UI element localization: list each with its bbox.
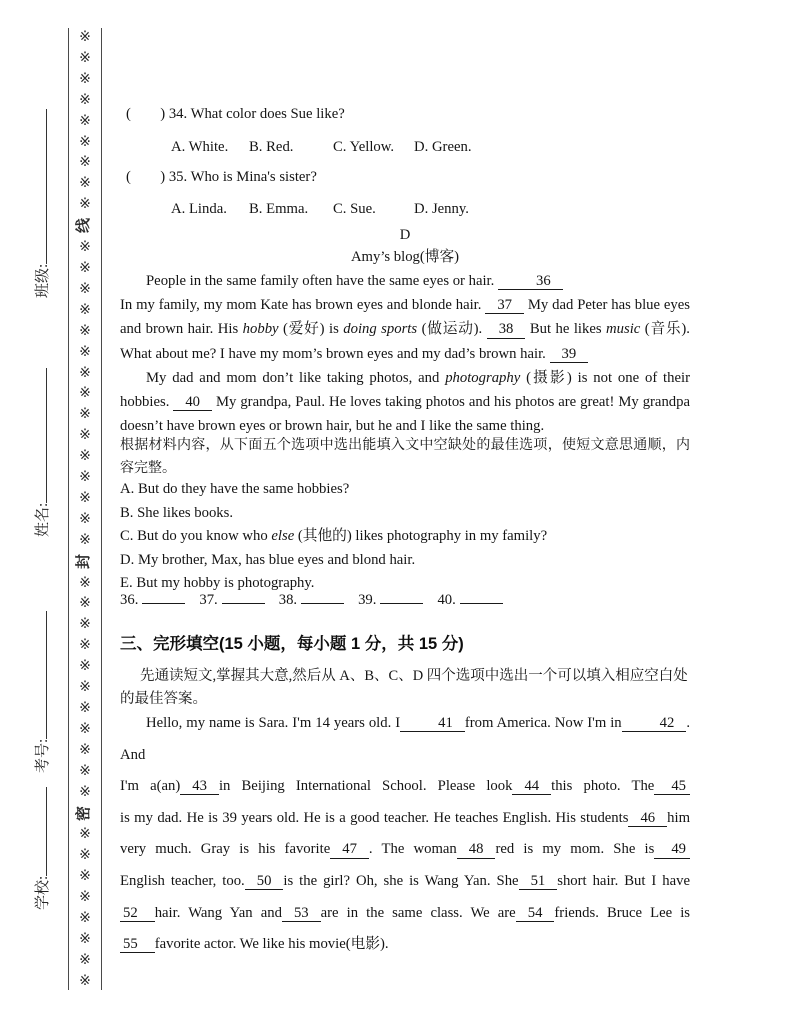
text-run: is my dad. He is 39 years old. He is a good teacher. He teaches English. His students (120, 809, 629, 826)
answer-item-36 (120, 588, 185, 609)
paragraph-line (120, 269, 690, 293)
strip-symbol: ※ (79, 679, 91, 696)
blank-38: 38 (487, 321, 526, 338)
text-run: in Beijing International School. Please look (218, 778, 513, 795)
strip-symbol: ※ (79, 112, 91, 129)
text-run: English teacher, too. (120, 872, 245, 889)
choice-b (120, 502, 690, 526)
answers-row (120, 588, 690, 609)
side-field-class (31, 109, 52, 298)
choice-c (120, 525, 690, 549)
exam-number-blank (33, 611, 47, 739)
side-field-exam-number (31, 611, 52, 773)
cloze-line (120, 898, 690, 930)
cloze-line (120, 708, 690, 771)
text-run: E. But my hobby is photography. (120, 575, 315, 592)
blank-44: 44 (512, 778, 551, 795)
passage-label: D (399, 227, 411, 243)
option-35-b: B. Emma. (249, 201, 309, 217)
strip-symbol: ※ (79, 133, 91, 150)
blank-46: 46 (628, 810, 667, 827)
class-label: 班级: (35, 263, 51, 298)
seal-char-封: 封 (76, 553, 93, 569)
blank-49: 49 (654, 841, 690, 858)
blank-54: 54 (516, 905, 555, 922)
note-line: 容完整。 (120, 461, 176, 477)
answer-blank-38 (301, 588, 344, 604)
question-34-options (120, 136, 741, 158)
side-field-school (31, 787, 52, 910)
text-run: In my family, my mom Kate has brown eyes and blonde hair. (120, 297, 486, 314)
text-run: . And (120, 715, 690, 763)
strip-symbol: ※ (79, 574, 91, 591)
strip-symbol: ※ (79, 469, 91, 486)
class-blank (33, 109, 47, 264)
italic-run: doing sports (343, 321, 418, 338)
school-blank (33, 787, 47, 876)
blank-53: 53 (282, 905, 321, 922)
strip-symbol: ※ (79, 868, 91, 885)
strip-symbol: ※ (79, 951, 91, 968)
text-run: are in the same class. We are (320, 904, 516, 921)
cloze-line (120, 929, 690, 961)
cloze-line (120, 803, 690, 835)
strip-symbol: ※ (79, 531, 91, 548)
choices-list (120, 478, 690, 596)
strip-symbol: ※ (79, 364, 91, 381)
strip-symbol: ※ (79, 301, 91, 318)
strip-symbol: ※ (79, 889, 91, 906)
italic-run: hobby (242, 321, 279, 338)
blank-45: 45 (654, 778, 690, 795)
option-34-b: B. Red. (249, 139, 294, 155)
strip-symbol: ※ (79, 930, 91, 947)
text-run: friends. Bruce Lee is (554, 904, 690, 921)
italic-run: else (271, 528, 295, 545)
passage-title: Amy’s blog(博客) (350, 249, 460, 265)
paragraph-line (120, 390, 690, 414)
answer-number: 39. (358, 592, 377, 608)
binding-strip (68, 28, 102, 990)
strip-symbol: ※ (79, 762, 91, 779)
section-3-instruction (120, 665, 690, 712)
text-run: What about me? I have my mom’s brown eyes and my dad’s brown hair. (120, 345, 550, 362)
answer-blank-36 (142, 588, 185, 604)
strip-symbol: ※ (79, 720, 91, 737)
answer-number: 36. (120, 592, 139, 608)
strip-symbol: ※ (79, 616, 91, 633)
strip-symbol: ※ (79, 29, 91, 45)
blank-40: 40 (173, 394, 212, 411)
question-34: ( ) 34. What color does Sue like? (126, 106, 345, 122)
paragraph-line (120, 293, 690, 317)
blank-47: 47 (330, 841, 369, 858)
blank-39: 39 (550, 346, 589, 363)
blank-52: 52 (120, 905, 155, 922)
strip-symbol: ※ (79, 385, 91, 402)
chinese-note (120, 434, 690, 481)
text-run: . The woman (368, 841, 457, 858)
answer-item-40 (437, 588, 502, 609)
paragraph-line (120, 317, 690, 341)
text-run: But he likes (525, 321, 607, 338)
choice-d (120, 549, 690, 573)
strip-symbol: ※ (79, 49, 91, 66)
option-34-a: A. White. (171, 139, 229, 155)
answer-item-39 (358, 588, 423, 609)
text-run: red is my mom. She is (495, 841, 655, 858)
text-run: hair. Wang Yan and (154, 904, 282, 921)
cloze-passage (120, 708, 690, 961)
text-run: (其他的) likes photography in my family? (294, 528, 548, 545)
strip-symbol: ※ (79, 280, 91, 297)
cloze-line (120, 771, 690, 803)
strip-symbol: ※ (79, 259, 91, 276)
seal-char-线: 线 (76, 218, 93, 234)
italic-run: photography (445, 370, 521, 386)
option-35-d: D. Jenny. (414, 201, 469, 217)
text-run: very much. Gray is his favorite (120, 841, 331, 858)
strip-symbol: ※ (79, 595, 91, 612)
strip-symbol: ※ (79, 343, 91, 360)
instruction-line: 先通读短文,掌握其大意,然后从 A、B、C、D 四个选项中选出一个可以填入相应空白处 (140, 668, 688, 684)
text-run: C. But do you know who (120, 528, 272, 545)
cloze-line (120, 866, 690, 898)
text-run: My dad Peter has blue eyes (524, 297, 690, 314)
passage-paragraph-1 (120, 269, 690, 366)
note-line: 根据材料内容，从下面五个选项中选出能填入文中空缺处的最佳选项，使短文意思通顺，内 (120, 438, 690, 453)
strip-symbol: ※ (79, 910, 91, 927)
italic-run: music (606, 321, 641, 338)
blank-50: 50 (245, 873, 284, 890)
blank-55: 55 (120, 936, 155, 953)
text-run: (音乐). (640, 321, 690, 338)
strip-symbol: ※ (79, 448, 91, 465)
text-run: hobbies. (120, 394, 174, 411)
strip-symbol: ※ (79, 489, 91, 506)
answer-blank-37 (222, 588, 265, 604)
text-run: this photo. The (551, 778, 655, 795)
strip-symbol: ※ (79, 847, 91, 864)
text-run: and brown hair. His (120, 321, 243, 338)
choice-a (120, 478, 690, 502)
paragraph-line (120, 342, 690, 366)
text-run: A. But do they have the same hobbies? (120, 481, 350, 497)
option-34-d: D. Green. (414, 139, 472, 155)
strip-symbol: ※ (79, 427, 91, 444)
blank-41: 41 (400, 715, 465, 732)
text-run: (做运动). (417, 321, 487, 338)
blank-51: 51 (519, 873, 558, 890)
answer-number: 38. (278, 592, 298, 608)
strip-symbol: ※ (79, 783, 91, 800)
answer-blank-39 (380, 588, 423, 604)
section-3-heading: 三、完形填空(15 小题，每小题 1 分，共 15 分) (120, 635, 464, 653)
text-run: from America. Now I'm in (464, 715, 622, 731)
blank-36: 36 (498, 273, 563, 290)
blank-42: 42 (622, 715, 687, 732)
side-field-name (31, 368, 52, 537)
answer-item-38 (279, 588, 344, 609)
answer-number: 37. (199, 592, 218, 608)
strip-symbol: ※ (79, 406, 91, 423)
strip-symbol: ※ (79, 70, 91, 87)
school-label: 学校: (35, 875, 51, 910)
strip-symbol: ※ (79, 658, 91, 675)
question-35-options (120, 198, 741, 220)
name-blank (33, 368, 47, 503)
text-run: I'm a(an) (120, 778, 181, 795)
strip-symbol: ※ (79, 175, 91, 192)
exam-number-label: 考号: (35, 738, 51, 773)
text-run: D. My brother, Max, has blue eyes and blond hair. (120, 551, 416, 568)
text-run: him (667, 809, 690, 826)
text-run: People in the same family often have the same eyes or hair. (146, 273, 498, 289)
option-34-c: C. Yellow. (333, 139, 395, 155)
passage-paragraph-2 (120, 366, 690, 439)
strip-symbol: ※ (79, 637, 91, 654)
strip-symbol: ※ (79, 154, 91, 171)
answer-blank-40 (460, 588, 503, 604)
text-run: Hello, my name is Sara. I'm 14 years old. I (146, 715, 401, 731)
blank-43: 43 (180, 778, 219, 795)
text-run: short hair. But I have (557, 872, 691, 889)
option-35-a: A. Linda. (171, 201, 227, 217)
text-run: (摄影) is not one of their (520, 370, 690, 386)
strip-symbol: ※ (79, 91, 91, 108)
strip-symbol: ※ (79, 322, 91, 339)
text-run: is the girl? Oh, she is Wang Yan. She (283, 872, 519, 889)
strip-symbol: ※ (79, 700, 91, 716)
text-run: doesn’t have brown eyes or brown hair, but he and I like the same thing. (120, 418, 545, 435)
strip-symbol: ※ (79, 239, 91, 256)
text-run: My grandpa, Paul. He loves taking photos and his photos are great! My grandpa (212, 394, 690, 411)
strip-symbol: ※ (79, 741, 91, 758)
paragraph-line (120, 366, 690, 390)
answer-item-37 (199, 588, 264, 609)
text-run: B. She likes books. (120, 504, 234, 521)
strip-symbol: ※ (79, 196, 91, 213)
text-run: My dad and mom don’t like taking photos, and (146, 370, 446, 386)
strip-symbol: ※ (79, 510, 91, 527)
instruction-line: 的最佳答案。 (120, 691, 207, 708)
strip-symbol: ※ (79, 972, 91, 989)
strip-symbol: ※ (79, 826, 91, 843)
cloze-line (120, 834, 690, 866)
text-run: favorite actor. We like his movie(电影). (154, 936, 389, 953)
blank-37: 37 (485, 297, 524, 314)
answer-number: 40. (437, 592, 456, 608)
question-35: ( ) 35. Who is Mina's sister? (126, 169, 317, 185)
blank-48: 48 (457, 841, 496, 858)
option-35-c: C. Sue. (333, 201, 376, 217)
seal-char-密: 密 (76, 805, 93, 821)
text-run: (爱好) is (278, 321, 344, 338)
name-label: 姓名: (35, 502, 51, 537)
